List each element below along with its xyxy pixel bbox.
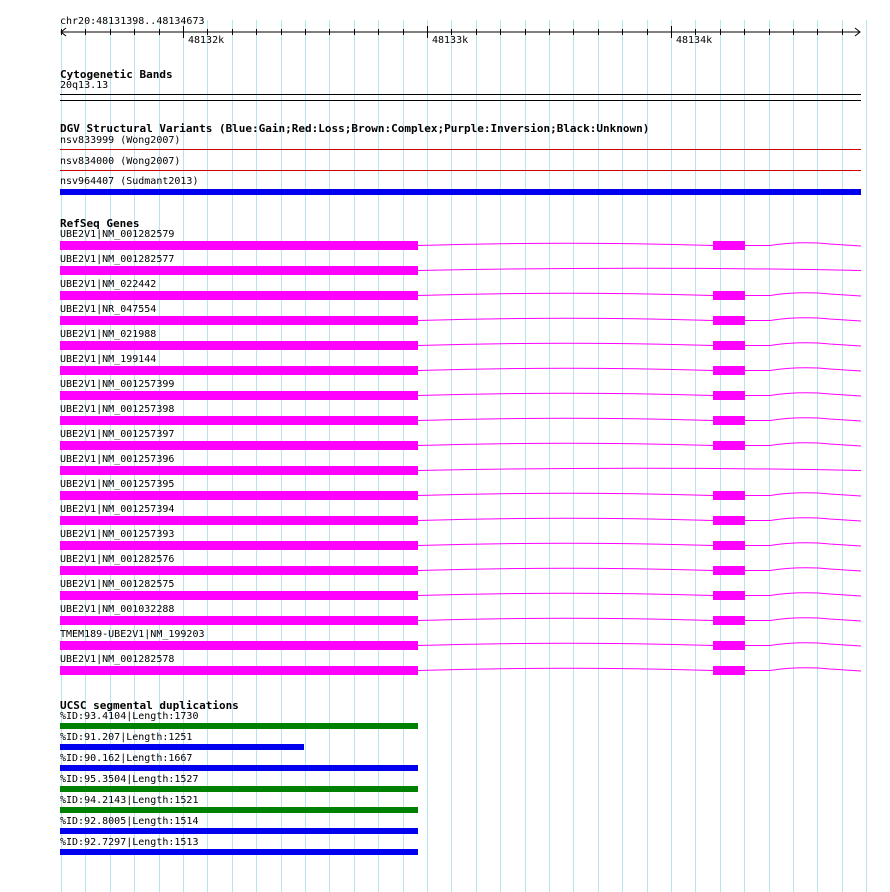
refseq-intron bbox=[418, 518, 861, 521]
refseq-intron bbox=[418, 543, 861, 546]
refseq-intron bbox=[418, 243, 861, 246]
refseq-gene-label: UBE2V1|NM_001032288 bbox=[60, 604, 175, 615]
refseq-intron bbox=[418, 418, 861, 421]
dgv-feature-label: nsv964407 (Sudmant2013) bbox=[60, 176, 199, 187]
refseq-exon[interactable] bbox=[713, 416, 745, 425]
segdup-feature-label: %ID:94.2143|Length:1521 bbox=[60, 795, 199, 806]
dgv-feature-label: nsv833999 (Wong2007) bbox=[60, 135, 181, 146]
refseq-exon[interactable] bbox=[713, 391, 745, 400]
refseq-exon[interactable] bbox=[60, 316, 418, 325]
refseq-exon[interactable] bbox=[60, 491, 418, 500]
cytoband-label: 20q13.13 bbox=[60, 80, 109, 91]
refseq-intron bbox=[418, 368, 861, 371]
dgv-feature-gain[interactable] bbox=[60, 189, 861, 195]
segdup-feature-label: %ID:90.162|Length:1667 bbox=[60, 753, 193, 764]
dgv-feature-loss[interactable] bbox=[60, 170, 861, 171]
segdup-feature-bar[interactable] bbox=[60, 765, 418, 771]
refseq-gene-label: UBE2V1|NM_001257396 bbox=[60, 454, 175, 465]
refseq-gene-model[interactable] bbox=[0, 266, 890, 280]
refseq-exon[interactable] bbox=[60, 241, 418, 250]
refseq-gene-label: UBE2V1|NM_001257399 bbox=[60, 379, 175, 390]
refseq-track-title: RefSeq Genes bbox=[60, 217, 140, 230]
refseq-intron bbox=[418, 668, 861, 671]
refseq-gene-model[interactable] bbox=[0, 591, 890, 605]
cytoband-bar-bottom bbox=[60, 100, 861, 101]
segdup-feature-bar[interactable] bbox=[60, 723, 418, 729]
refseq-exon[interactable] bbox=[60, 541, 418, 550]
segdup-feature-bar[interactable] bbox=[60, 849, 418, 855]
refseq-intron bbox=[418, 293, 861, 296]
refseq-intron bbox=[418, 318, 861, 321]
refseq-intron bbox=[418, 393, 861, 396]
refseq-exon[interactable] bbox=[713, 241, 745, 250]
segdup-track-title: UCSC segmental duplications bbox=[60, 699, 239, 712]
segdup-feature-label: %ID:93.4104|Length:1730 bbox=[60, 711, 199, 722]
refseq-exon[interactable] bbox=[60, 666, 418, 675]
refseq-intron bbox=[418, 468, 861, 470]
refseq-gene-label: UBE2V1|NM_022442 bbox=[60, 279, 157, 290]
refseq-gene-model[interactable] bbox=[0, 291, 890, 305]
refseq-gene-label: UBE2V1|NM_001257395 bbox=[60, 479, 175, 490]
refseq-gene-label: UBE2V1|NM_001282576 bbox=[60, 554, 175, 565]
refseq-gene-label: UBE2V1|NM_199144 bbox=[60, 354, 157, 365]
refseq-intron bbox=[418, 493, 861, 496]
refseq-exon[interactable] bbox=[60, 616, 418, 625]
cytoband-bar-top bbox=[60, 94, 861, 95]
segdup-feature-bar[interactable] bbox=[60, 828, 418, 834]
refseq-gene-label: UBE2V1|NM_001257394 bbox=[60, 504, 175, 515]
refseq-gene-model[interactable] bbox=[0, 641, 890, 655]
refseq-gene-label: TMEM189-UBE2V1|NM_199203 bbox=[60, 629, 205, 640]
refseq-gene-model[interactable] bbox=[0, 316, 890, 330]
refseq-gene-label: UBE2V1|NM_001282579 bbox=[60, 229, 175, 240]
ruler-tick-label: 48134k bbox=[676, 35, 713, 46]
refseq-gene-model[interactable] bbox=[0, 516, 890, 530]
segdup-feature-label: %ID:92.7297|Length:1513 bbox=[60, 837, 199, 848]
refseq-intron bbox=[418, 643, 861, 646]
refseq-gene-model[interactable] bbox=[0, 666, 890, 680]
refseq-gene-label: UBE2V1|NM_001282577 bbox=[60, 254, 175, 265]
refseq-exon[interactable] bbox=[60, 266, 418, 275]
refseq-intron bbox=[418, 268, 861, 270]
refseq-exon[interactable] bbox=[60, 566, 418, 575]
refseq-gene-model[interactable] bbox=[0, 491, 890, 505]
refseq-gene-model[interactable] bbox=[0, 541, 890, 555]
segdup-feature-bar[interactable] bbox=[60, 807, 418, 813]
refseq-exon[interactable] bbox=[60, 291, 418, 300]
refseq-gene-model[interactable] bbox=[0, 366, 890, 380]
refseq-intron bbox=[418, 343, 861, 346]
refseq-intron bbox=[418, 443, 861, 446]
refseq-gene-model[interactable] bbox=[0, 566, 890, 580]
dgv-feature-loss[interactable] bbox=[60, 149, 861, 150]
refseq-intron bbox=[418, 593, 861, 596]
refseq-gene-model[interactable] bbox=[0, 391, 890, 405]
refseq-gene-label: UBE2V1|NR_047554 bbox=[60, 304, 157, 315]
refseq-exon[interactable] bbox=[60, 341, 418, 350]
refseq-exon[interactable] bbox=[713, 341, 745, 350]
refseq-exon[interactable] bbox=[60, 466, 418, 475]
refseq-exon[interactable] bbox=[60, 641, 418, 650]
refseq-intron bbox=[418, 568, 861, 571]
refseq-exon[interactable] bbox=[60, 591, 418, 600]
refseq-exon[interactable] bbox=[713, 491, 745, 500]
refseq-gene-model[interactable] bbox=[0, 466, 890, 480]
ruler-tick-label: 48132k bbox=[188, 35, 225, 46]
refseq-exon[interactable] bbox=[713, 516, 745, 525]
refseq-gene-model[interactable] bbox=[0, 241, 890, 255]
refseq-gene-label: UBE2V1|NM_001257398 bbox=[60, 404, 175, 415]
refseq-exon[interactable] bbox=[713, 641, 745, 650]
refseq-exon[interactable] bbox=[713, 591, 745, 600]
refseq-exon[interactable] bbox=[713, 541, 745, 550]
refseq-gene-label: UBE2V1|NM_001282575 bbox=[60, 579, 175, 590]
ruler-tick-label: 48133k bbox=[432, 35, 469, 46]
dgv-feature-label: nsv834000 (Wong2007) bbox=[60, 156, 181, 167]
refseq-gene-model[interactable] bbox=[0, 341, 890, 355]
refseq-exon[interactable] bbox=[60, 416, 418, 425]
refseq-gene-model[interactable] bbox=[0, 416, 890, 430]
segdup-feature-label: %ID:92.8005|Length:1514 bbox=[60, 816, 199, 827]
refseq-intron bbox=[418, 618, 861, 621]
dgv-track-title: DGV Structural Variants (Blue:Gain;Red:Loss;Brown:Complex;Purple:Inversion;Black:Unknown) bbox=[60, 122, 650, 135]
refseq-exon[interactable] bbox=[713, 566, 745, 575]
refseq-exon[interactable] bbox=[713, 366, 745, 375]
segdup-feature-label: %ID:91.207|Length:1251 bbox=[60, 732, 193, 743]
refseq-exon[interactable] bbox=[713, 616, 745, 625]
refseq-gene-model[interactable] bbox=[0, 441, 890, 455]
refseq-exon[interactable] bbox=[60, 516, 418, 525]
segdup-feature-bar[interactable] bbox=[60, 786, 418, 792]
refseq-exon[interactable] bbox=[60, 441, 418, 450]
refseq-exon[interactable] bbox=[60, 391, 418, 400]
ruler-location: chr20:48131398..48134673 bbox=[60, 16, 205, 27]
refseq-exon[interactable] bbox=[713, 441, 745, 450]
cytoband-track-title: Cytogenetic Bands bbox=[60, 68, 173, 81]
refseq-exon[interactable] bbox=[713, 291, 745, 300]
refseq-gene-model[interactable] bbox=[0, 616, 890, 630]
refseq-gene-label: UBE2V1|NM_001257397 bbox=[60, 429, 175, 440]
segdup-feature-label: %ID:95.3504|Length:1527 bbox=[60, 774, 199, 785]
refseq-gene-label: UBE2V1|NM_001257393 bbox=[60, 529, 175, 540]
refseq-gene-label: UBE2V1|NM_021988 bbox=[60, 329, 157, 340]
refseq-gene-label: UBE2V1|NM_001282578 bbox=[60, 654, 175, 665]
refseq-exon[interactable] bbox=[713, 316, 745, 325]
segdup-feature-bar[interactable] bbox=[60, 744, 304, 750]
refseq-exon[interactable] bbox=[713, 666, 745, 675]
refseq-exon[interactable] bbox=[60, 366, 418, 375]
